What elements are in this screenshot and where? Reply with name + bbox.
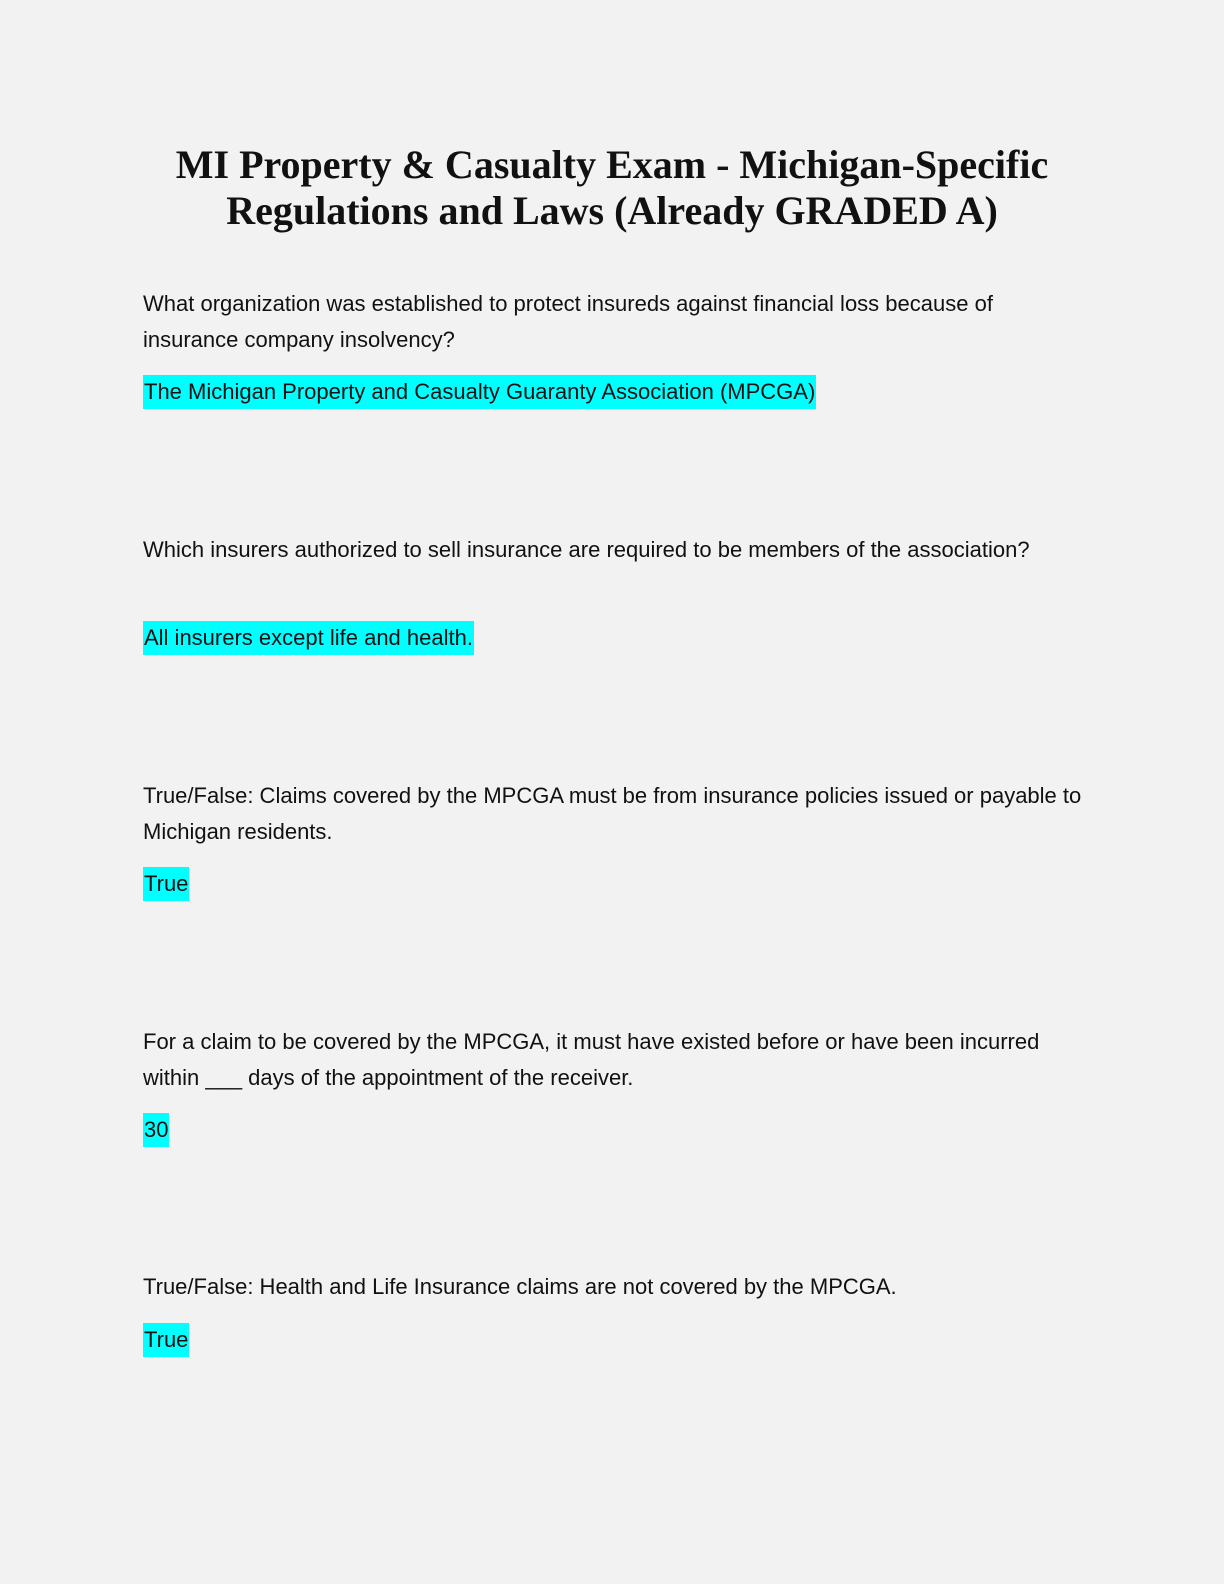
answer-4 — [143, 1113, 169, 1147]
question-5: True/False: Health and Life Insurance claims are not covered by the MPCGA. — [143, 1274, 897, 1299]
answer-3 — [143, 867, 189, 901]
question-2: Which insurers authorized to sell insurance are required to be members of the association? — [143, 537, 1030, 562]
answer-highlight: True — [143, 867, 189, 901]
answer-highlight: The Michigan Property and Casualty Guaranty Association (MPCGA) — [143, 375, 816, 409]
answer-highlight: All insurers except life and health. — [143, 621, 474, 655]
answer-2 — [143, 621, 474, 655]
answer-5 — [143, 1323, 189, 1357]
answer-highlight: 30 — [143, 1113, 169, 1147]
title-line-2: Regulations and Laws (Already GRADED A) — [226, 188, 998, 233]
title-line-1: MI Property & Casualty Exam - Michigan-Specific — [175, 142, 1049, 187]
document-title — [0, 142, 1224, 234]
answer-1 — [143, 375, 816, 409]
question-4: For a claim to be covered by the MPCGA, it must have existed before or have been incurred within ___ days of the appointment of the receiver. — [143, 1029, 1040, 1090]
answer-highlight: True — [143, 1323, 189, 1357]
question-3: True/False: Claims covered by the MPCGA must be from insurance policies issued or payable to Michigan residents. — [143, 783, 1082, 844]
question-1: What organization was established to protect insureds against financial loss because of insurance company insolvency? — [143, 291, 993, 352]
